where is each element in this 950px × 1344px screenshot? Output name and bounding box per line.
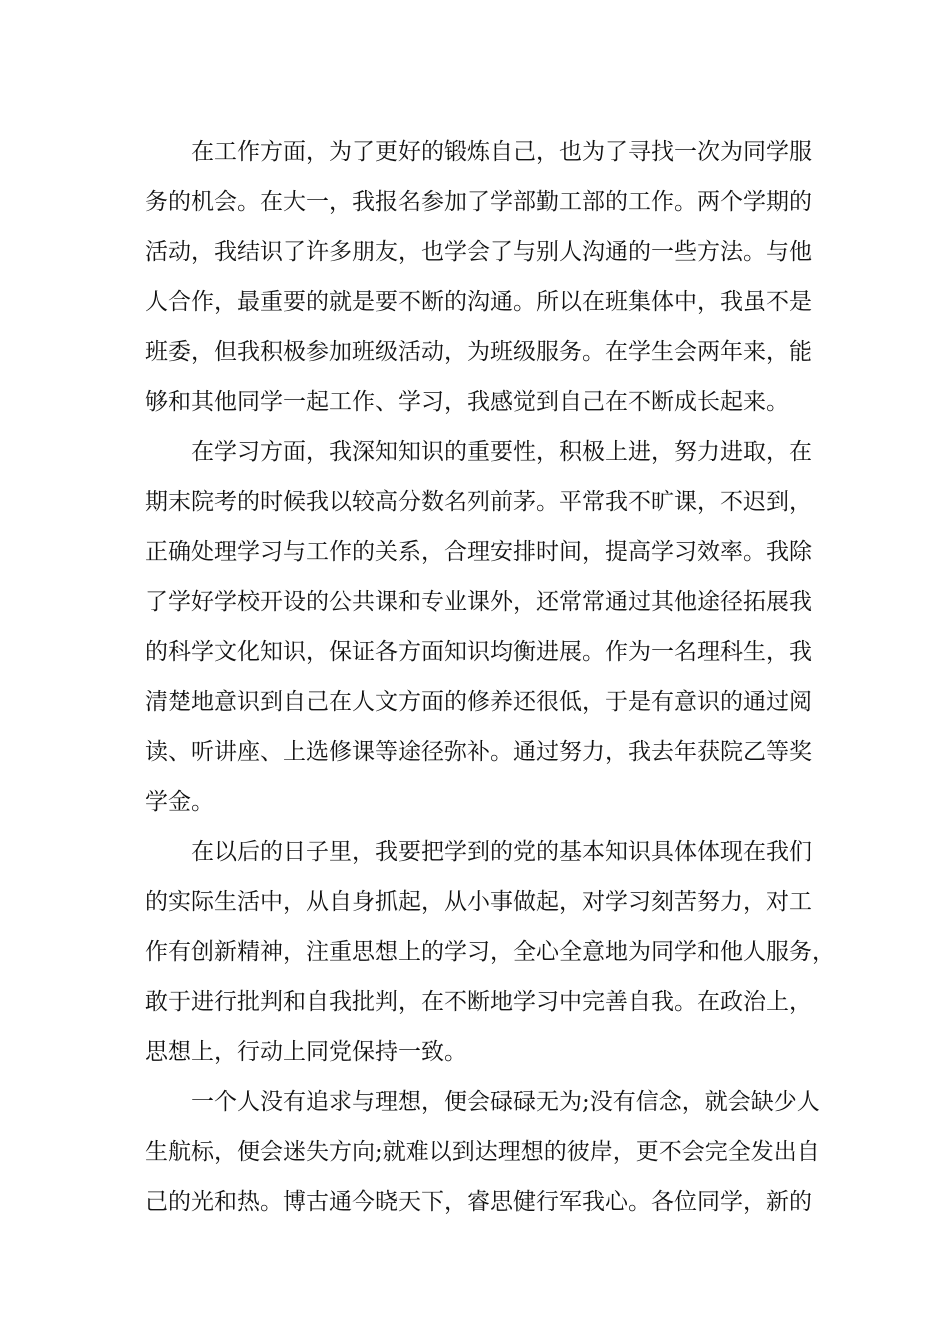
paragraph-work	[145, 127, 825, 427]
text-line: 人合作，最重要的就是要不断的沟通。所以在班集体中，我虽不是	[145, 289, 812, 315]
text-line: 务的机会。在大一，我报名参加了学部勤工部的工作。两个学期的	[145, 189, 812, 215]
text-line: 思想上，行动上同党保持一致。	[145, 1039, 467, 1065]
text-line: 生航标，便会迷失方向;就难以到达理想的彼岸，更不会完全发出自	[145, 1139, 820, 1165]
text-line: 在工作方面，为了更好的锻炼自己，也为了寻找一次为同学服	[191, 139, 812, 165]
text-line: 了学好学校开设的公共课和专业课外，还常常通过其他途径拓展我	[145, 589, 812, 615]
paragraph-study	[145, 427, 825, 827]
text-line: 在学习方面，我深知知识的重要性，积极上进，努力进取，在	[191, 439, 812, 465]
text-line: 在以后的日子里，我要把学到的党的基本知识具体体现在我们	[191, 839, 812, 865]
text-line: 作有创新精神，注重思想上的学习，全心全意地为同学和他人服务，	[145, 939, 835, 965]
text-line: 清楚地意识到自己在人文方面的修养还很低，于是有意识的通过阅	[145, 689, 812, 715]
text-line: 够和其他同学一起工作、学习，我感觉到自己在不断成长起来。	[145, 389, 789, 415]
text-line: 敢于进行批判和自我批判，在不断地学习中完善自我。在政治上，	[145, 989, 812, 1015]
text-line: 的科学文化知识，保证各方面知识均衡进展。作为一名理科生，我	[145, 639, 812, 665]
text-line: 己的光和热。博古通今晓天下，睿思健行军我心。各位同学，新的	[145, 1189, 812, 1215]
paragraph-future	[145, 827, 835, 1077]
text-line: 活动，我结识了许多朋友，也学会了与别人沟通的一些方法。与他	[145, 239, 812, 265]
text-line: 班委，但我积极参加班级活动，为班级服务。在学生会两年来，能	[145, 339, 812, 365]
text-line: 一个人没有追求与理想，便会碌碌无为;没有信念，就会缺少人	[191, 1089, 820, 1115]
body-text	[145, 127, 835, 1227]
text-line: 学金。	[145, 789, 214, 815]
text-line: 期末院考的时候我以较高分数名列前茅。平常我不旷课，不迟到，	[145, 489, 812, 515]
text-line: 正确处理学习与工作的关系，合理安排时间，提高学习效率。我除	[145, 539, 812, 565]
paragraph-ideals	[145, 1077, 825, 1227]
text-line: 读、听讲座、上选修课等途径弥补。通过努力，我去年获院乙等奖	[145, 739, 812, 765]
text-line: 的实际生活中，从自身抓起，从小事做起，对学习刻苦努力，对工	[145, 889, 812, 915]
